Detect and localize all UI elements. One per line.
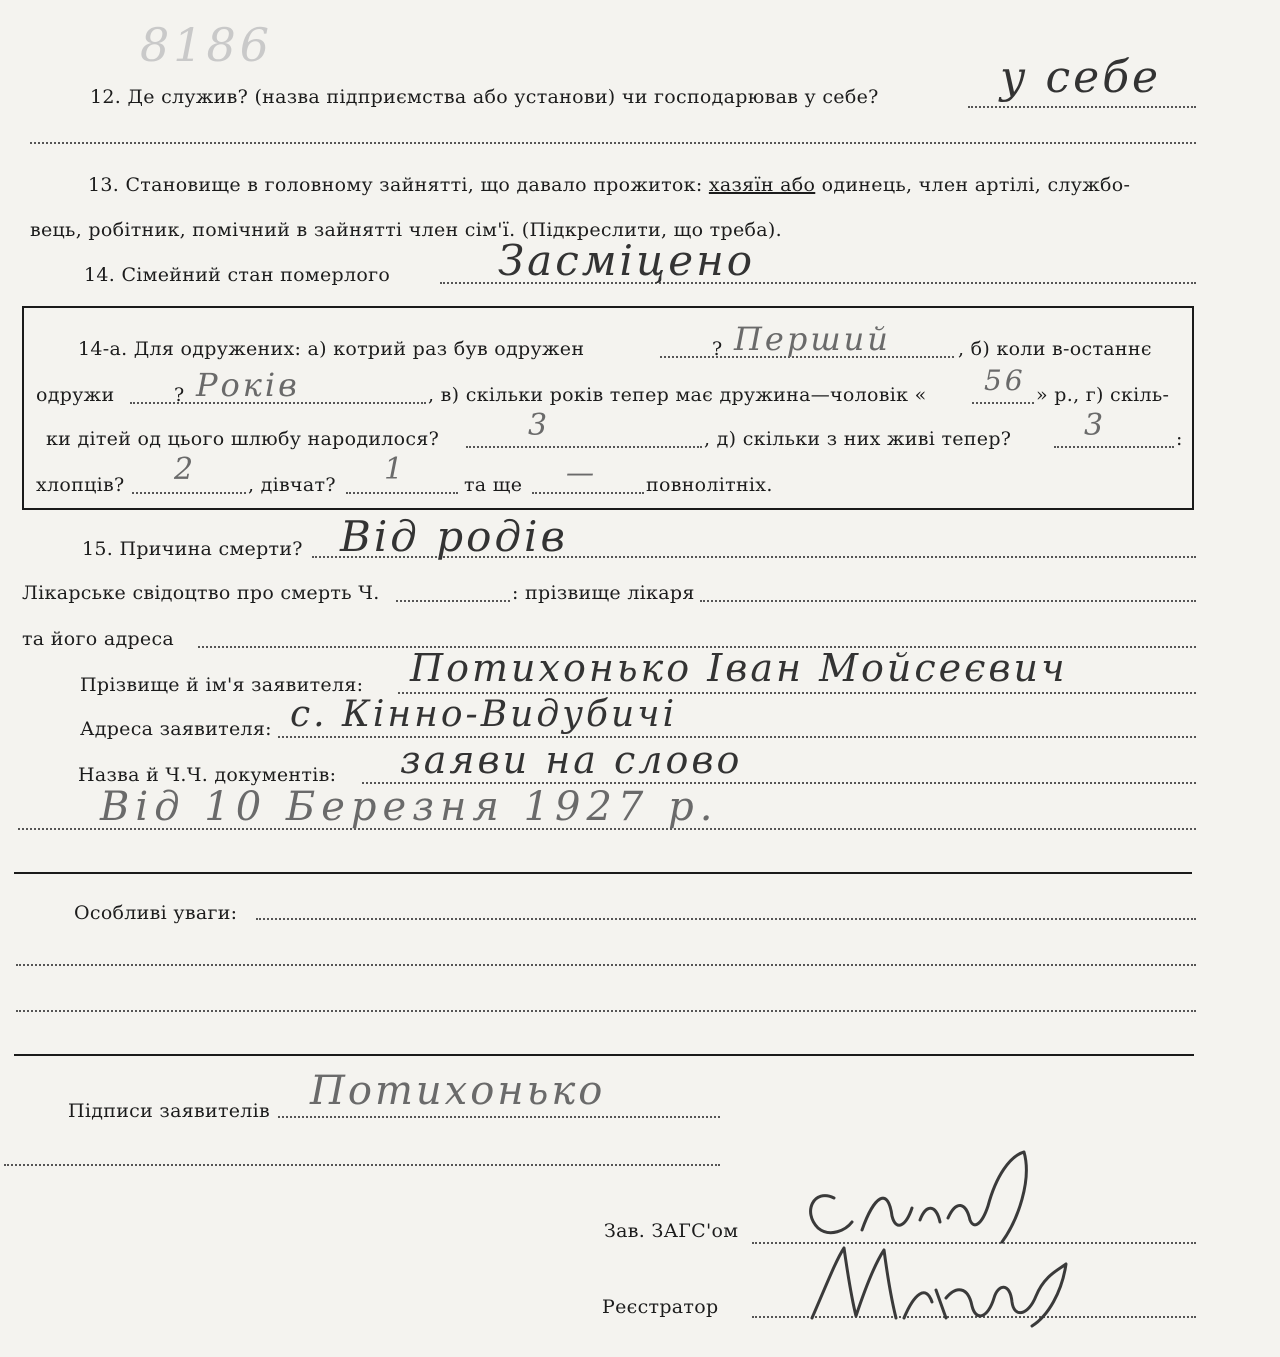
q14-answer: Засміцено — [498, 236, 756, 285]
q14a-line4-b: , дівчат? — [248, 474, 336, 496]
q14a-line2-c: » р., г) скіль- — [1036, 384, 1170, 406]
faded-stamp-number: 8186 — [140, 18, 274, 72]
q15-label: 15. Причина смерти? — [82, 538, 303, 560]
applicant-signature-line — [278, 1116, 720, 1118]
registrar-label: Реєстратор — [602, 1296, 719, 1318]
documents-date: Від 10 Березня 1927 р. — [100, 784, 719, 830]
q14a-extra-answer: — — [566, 456, 597, 489]
q14a-d-line — [466, 446, 702, 448]
q14a-b-answer: Років — [196, 366, 300, 404]
documents-value: заяви на слово — [400, 738, 743, 782]
q14a-line2-text: одружи — [36, 384, 115, 406]
applicant-name-label: Прізвище й ім'я заявителя: — [80, 674, 364, 696]
q13-line1-pre: 13. Становище в головному зайнятті, що давало прожиток: — [88, 174, 709, 196]
q14a-line1-b: , б) коли в-останнє — [958, 338, 1152, 360]
q14a-e-line — [1054, 446, 1174, 448]
applicant-signature-label: Підписи заявителів — [68, 1100, 271, 1122]
applicant-signature-line-2 — [4, 1164, 720, 1166]
q14a-line4-text: хлопців? — [36, 474, 125, 496]
notes-line-1 — [256, 918, 1196, 920]
q14a-c-line — [972, 402, 1034, 404]
applicant-signature: Потихонько — [310, 1068, 606, 1114]
q14a-line4-c: та ще — [464, 474, 523, 496]
q13-line1-post: одинець, член артілі, службо- — [815, 174, 1131, 196]
q13-selected-option: хазяїн або — [708, 174, 816, 196]
q14a-d-answer: 3 — [528, 408, 551, 443]
q14a-line1-text: 14-а. Для одружених: а) котрий раз був одружен — [78, 338, 585, 360]
q12-continuation-line — [30, 142, 1196, 144]
medical-cert-label: Лікарське свідоцтво про смерть Ч. — [22, 582, 380, 604]
q14a-boys-line — [132, 492, 246, 494]
doctor-address-label: та його адреса — [22, 628, 175, 650]
q14a-qmark2: ? — [174, 384, 185, 406]
notes-label: Особливі уваги: — [74, 902, 238, 924]
q14a-line3-b: , д) скільки з них живі тепер? — [704, 428, 1012, 450]
notes-line-2 — [16, 964, 1196, 966]
applicant-address-label: Адреса заявителя: — [80, 718, 272, 740]
q14a-box — [22, 306, 1194, 510]
registrar-signature — [796, 1236, 1076, 1346]
q14a-line2-b: , в) скільки років тепер має дружина—чоловік « — [428, 384, 927, 406]
medical-cert-number-line — [396, 600, 510, 602]
q14a-e-answer: 3 — [1084, 408, 1107, 443]
section-divider-1 — [14, 872, 1192, 874]
q12-answer: у себе — [1000, 52, 1162, 103]
q13-line1 — [88, 174, 1130, 196]
q14a-girls-line — [346, 492, 458, 494]
q14a-line3-c: : — [1176, 428, 1183, 450]
q14a-girls-answer: 1 — [384, 452, 407, 487]
head-zags-label: Зав. ЗАГС'ом — [604, 1220, 739, 1242]
q14a-extra-line — [532, 492, 644, 494]
doctor-name-line — [700, 600, 1196, 602]
doctor-name-label: : прізвище лікаря — [512, 582, 695, 604]
q14a-a-answer: Перший — [734, 320, 891, 358]
q12-answer-line — [968, 106, 1196, 108]
q15-answer: Від родів — [340, 512, 568, 561]
q14-label: 14. Сімейний стан померлого — [84, 264, 391, 286]
notes-line-3 — [16, 1010, 1196, 1012]
q14a-boys-answer: 2 — [174, 452, 197, 487]
q13-line2: вець, робітник, помічний в зайнятті член сім'ї. (Підкреслити, що треба). — [30, 219, 782, 241]
applicant-address: с. Кінно-Видубичі — [290, 694, 678, 735]
q12-label: 12. Де служив? (назва підприємства або установи) чи господарював у себе? — [90, 86, 879, 108]
q14a-c-answer: 56 — [984, 364, 1026, 397]
documents-label: Назва й Ч.Ч. документів: — [78, 764, 337, 786]
q14a-line3-text: ки дітей од цього шлюбу народилося? — [46, 428, 440, 450]
q14a-qmark1: ? — [712, 338, 723, 360]
section-divider-2 — [14, 1054, 1194, 1056]
q14a-line4-d: повнолітніх. — [646, 474, 773, 496]
applicant-name: Потихонько Іван Мойсеєвич — [410, 646, 1068, 690]
